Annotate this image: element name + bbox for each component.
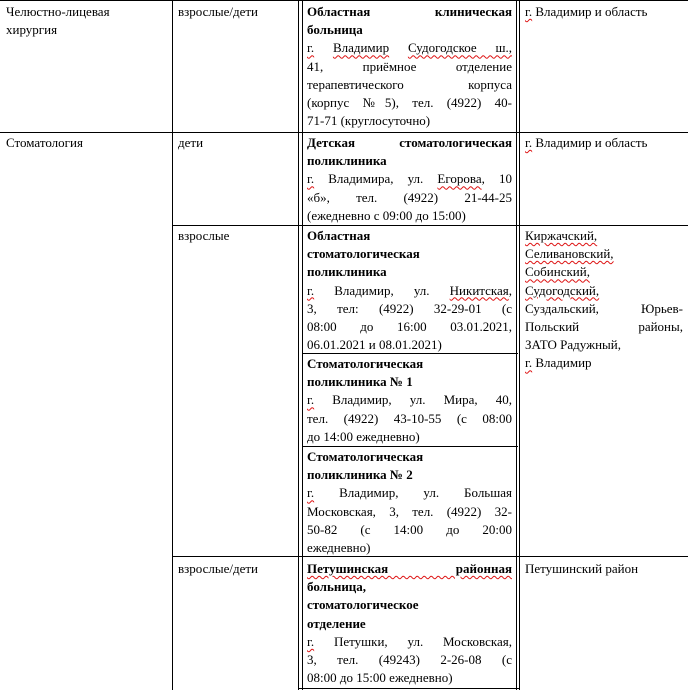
- row3-area-line5: Суздальский, Юрьев-: [525, 300, 683, 316]
- row3-area-line8: [525, 354, 683, 372]
- row3-fac2-name-line2: поликлиника № 1: [307, 374, 413, 390]
- row3-fac3-name-line2: поликлиника № 2: [307, 467, 413, 483]
- row2-age-cell: [178, 134, 296, 152]
- row2-city: Владимира, ул.: [328, 171, 424, 187]
- row1-city: Владимир: [332, 40, 390, 56]
- row2-specialty-cell: [6, 134, 170, 152]
- row2-street: Егорова: [437, 171, 482, 187]
- row4-facility-addr-line1: [307, 633, 512, 651]
- row3-fac1-addr-line2: 3, тел: (4922) 32-29-01 (с: [307, 300, 512, 316]
- row3-fac3-city-abbr: г.: [307, 485, 315, 501]
- row3-fac3-addr-line1: [307, 484, 512, 502]
- row1-city-abbr: г.: [307, 40, 315, 56]
- row3-age-cell: [178, 227, 296, 245]
- row3-area-line6: Польский районы,: [525, 319, 683, 335]
- row3-fac1-street: Никитская: [449, 282, 509, 298]
- row3-fac2-addr-line1: [307, 391, 512, 409]
- row3-area-line2: Селивановский,: [525, 246, 614, 262]
- row3-area-line4: Судогодский,: [525, 282, 600, 298]
- row2-city-abbr: г.: [307, 171, 315, 187]
- row2-area: [525, 134, 685, 152]
- row3-fac2-name-line1: Стоматологическая: [307, 356, 424, 371]
- row4-city: Петушки, ул. Московская,: [333, 633, 512, 649]
- row3-fac1-city: Владимир, ул.: [334, 282, 430, 298]
- border-row2-bottom: [172, 225, 688, 226]
- row1-age: взрослые/дети: [178, 4, 258, 19]
- border-col1-right: [172, 0, 173, 690]
- row2-facility-cell: [307, 134, 512, 225]
- row3-fac1-addr-line4: 06.01.2021 и 08.01.2021): [307, 337, 442, 353]
- row1-facility-name-line2: больница: [307, 22, 363, 38]
- row2-area-abbr: г.: [525, 135, 533, 150]
- border-col2-right-a: [298, 0, 299, 690]
- row1-area-text: Владимир и область: [535, 4, 648, 19]
- row3-fac1-addr-line3: 08:00 до 16:00 03.01.2021,: [307, 319, 512, 335]
- row2-specialty: Стоматология: [6, 135, 83, 150]
- row4-facility-addr-line2: 3, тел. (49243) 2-26-08 (с: [307, 652, 512, 668]
- row3-fac3-addr-line4: ежедневно): [307, 540, 371, 556]
- row1-facility-name-line1: Областная клиническая: [307, 4, 512, 19]
- row1-facility-cell: [307, 3, 512, 130]
- row1-facility-addr-line1: [307, 39, 512, 57]
- border-col2-right-b: [302, 0, 303, 690]
- row3-age: взрослые: [178, 228, 230, 243]
- row3-fac1-name-line1: Областная: [307, 228, 371, 243]
- row1-area-abbr: г.: [525, 4, 533, 19]
- row3-fac1-name-line2: стоматологическая: [307, 246, 420, 262]
- row1-facility-addr-line5: 71-71 (круглосуточно): [307, 113, 431, 129]
- row1-facility-addr-line3: терапевтического корпуса: [307, 76, 512, 92]
- row4-facility-cell: [307, 560, 512, 687]
- row1-specialty-cell: [6, 3, 170, 39]
- row4-area-cell: [525, 560, 685, 578]
- row3-fac1-city-abbr: г.: [307, 282, 315, 298]
- border-col3-right-a: [516, 0, 517, 690]
- border-col3-right-b: [519, 0, 520, 690]
- row3-fac2-addr-line2: тел. (4922) 43-10-55 (с 08:00: [307, 410, 512, 426]
- row3-fac3-addr-line3: 50-82 (с 14:00 до 20:00: [307, 521, 512, 537]
- row4-area: Петушинский район: [525, 561, 639, 576]
- row2-area-text: Владимир и область: [535, 135, 648, 150]
- row4-facility-name-line2: больница,: [307, 579, 367, 595]
- row1-facility-addr-line4: (корпус №5), тел. (4922) 40-: [307, 95, 512, 111]
- row2-area-cell: [525, 134, 685, 152]
- row2-house: , 10: [481, 171, 512, 187]
- row4-age: взрослые/дети: [178, 561, 258, 576]
- border-row4-bottom: [298, 688, 520, 689]
- row4-age-cell: [178, 560, 296, 578]
- row3-fac2-city: Владимир, ул. Мира, 40,: [332, 392, 512, 408]
- border-top: [0, 0, 688, 1]
- row1-facility-addr-line2: 41, приёмное отделение: [307, 58, 512, 74]
- row1-specialty-line1: Челюстно-лицевая: [6, 4, 110, 19]
- row4-facility-name-word1: Петушинская районная: [307, 561, 512, 576]
- row3-facility1-cell: [307, 227, 512, 354]
- row3-fac1-comma: ,: [508, 282, 513, 298]
- row3-area-abbr: г.: [525, 355, 533, 371]
- border-row1-bottom: [0, 132, 688, 133]
- row3-fac3-name-line1: Стоматологическая: [307, 449, 424, 464]
- border-fac2-bottom: [302, 446, 518, 447]
- row2-facility-addr-line2: «б», тел. (4922) 21-44-25: [307, 189, 512, 205]
- row3-fac2-addr-line3: до 14:00 ежедневно): [307, 428, 420, 444]
- row3-fac1-addr-line1: [307, 282, 512, 300]
- row3-fac1-name-line3: поликлиника: [307, 264, 387, 280]
- row3-fac2-city-abbr: г.: [307, 392, 315, 408]
- row3-area-line1: Киржачский,: [525, 228, 598, 243]
- row4-facility-name-line1: [307, 560, 512, 578]
- row3-facility2-cell: [307, 355, 512, 446]
- row3-fac3-city: Владимир, ул. Большая: [339, 485, 512, 501]
- row3-fac3-addr-line2: Московская, 3, тел. (4922) 32-: [307, 503, 512, 519]
- row1-age-cell: [178, 3, 296, 21]
- row3-area-cell: [525, 227, 683, 373]
- row3-area-city: Владимир: [535, 355, 592, 371]
- row4-facility-addr-line3: 08:00 до 15:00 ежедневно): [307, 670, 453, 686]
- row1-area: [525, 3, 685, 21]
- row1-specialty-line2: хирургия: [6, 22, 58, 38]
- row3-area-line7: ЗАТО Радужный,: [525, 337, 621, 353]
- row2-facility-name-line2: поликлиника: [307, 153, 387, 169]
- row4-facility-name-line4: отделение: [307, 615, 366, 631]
- row4-facility-name-line3: стоматологическое: [307, 597, 419, 613]
- row1-area-cell: [525, 3, 685, 21]
- row2-facility-addr-line3: (ежедневно с 09:00 до 15:00): [307, 207, 466, 223]
- row4-city-abbr: г.: [307, 633, 315, 649]
- row3-facility3-cell: [307, 448, 512, 557]
- row2-facility-name-line1: Детская стоматологическая: [307, 135, 512, 150]
- row1-street: Судогодское ш.,: [407, 40, 513, 56]
- row3-area-line3: Собинский,: [525, 264, 590, 280]
- row2-age: дети: [178, 135, 204, 150]
- row2-facility-addr-line1: [307, 170, 512, 188]
